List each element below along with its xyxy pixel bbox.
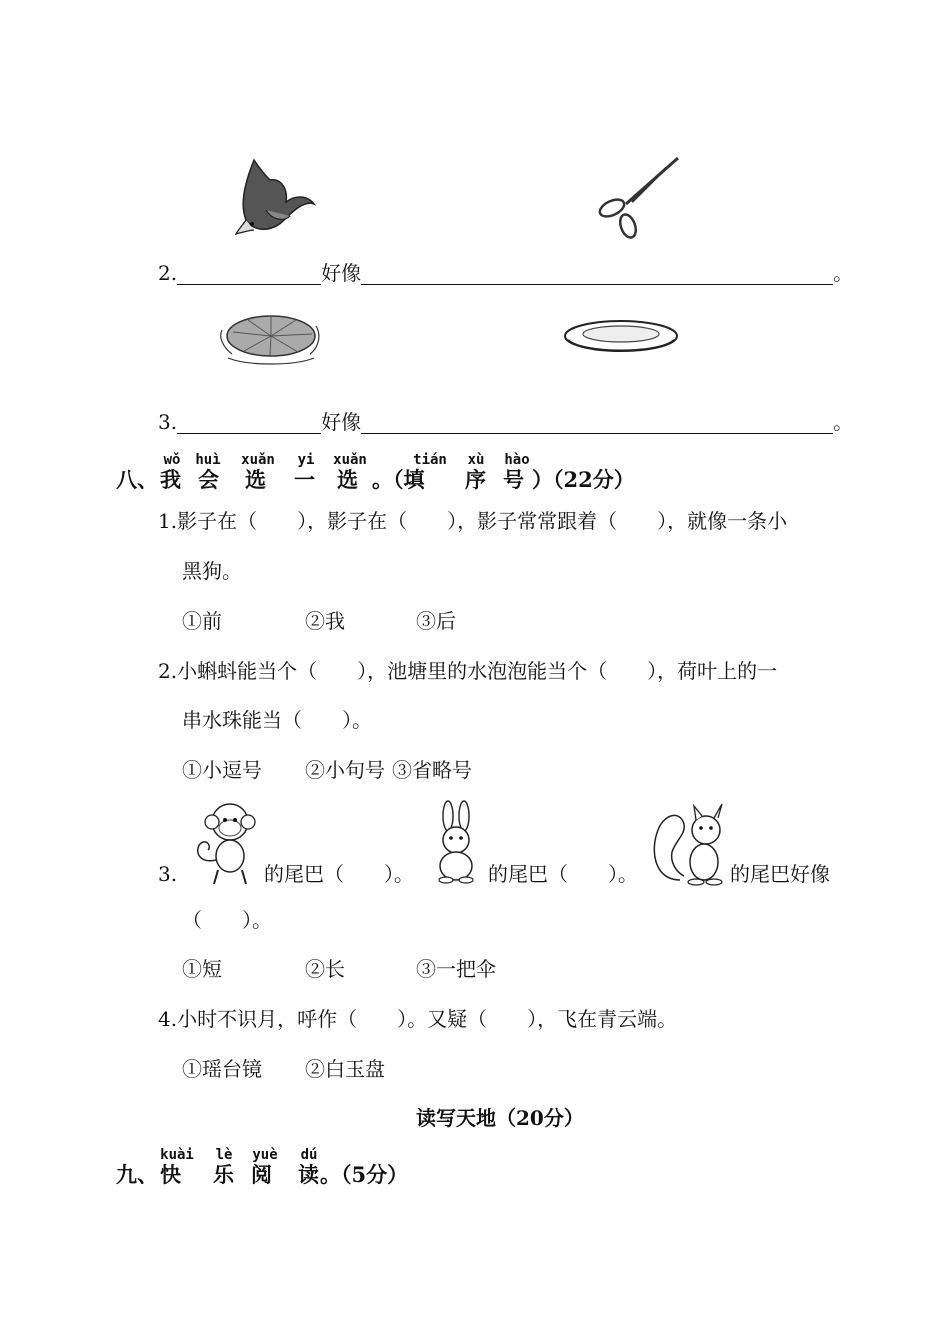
option[interactable]: ①小逗号 <box>182 758 262 782</box>
question-number: 3. <box>158 410 178 434</box>
option[interactable]: ③后 <box>416 609 456 633</box>
pinyin: xù <box>467 452 485 468</box>
pinyin: huì <box>195 452 221 468</box>
option[interactable]: ②小句号 <box>305 758 385 782</box>
question-3-part-3: 的尾巴好像 <box>730 862 830 886</box>
reading-section-title: 读写天地（20分） <box>416 1106 584 1130</box>
heading-char: 我 <box>160 467 181 492</box>
heading-char: 号 <box>503 467 524 492</box>
question-3-part-2: 的尾巴（ ）。 <box>488 862 638 886</box>
option[interactable]: ③一把伞 <box>416 957 496 981</box>
question-4-line-1: 4.小时不识月，呼作（ ）。又疑（ ），飞在青云端。 <box>158 1007 678 1031</box>
rabbit-image <box>426 800 486 886</box>
pinyin: lè <box>215 1147 233 1163</box>
question-2-line-1: 2.小蝌蚪能当个（ ），池塘里的水泡泡能当个（ ），荷叶上的一 <box>158 659 778 683</box>
section-number: 八、 <box>116 467 158 492</box>
heading-char: 。（填 <box>372 467 425 492</box>
heading-char: 选 <box>337 467 358 492</box>
answer-blank[interactable] <box>361 262 833 285</box>
pinyin: yi <box>297 452 315 468</box>
pinyin: xuǎn <box>241 452 275 468</box>
question-3-number: 3. <box>158 862 178 886</box>
option[interactable]: ①前 <box>182 609 222 633</box>
heading-char: 序 <box>465 467 486 492</box>
question-3-part-1: 的尾巴（ ）。 <box>264 862 414 886</box>
question-1-line-2: 黑狗。 <box>182 559 242 583</box>
option[interactable]: ③省略号 <box>392 758 472 782</box>
middle-text: 好像 <box>321 410 362 434</box>
swallow-image <box>232 150 322 242</box>
heading-char: 阅 <box>251 1162 272 1187</box>
section7-question-3 <box>158 410 853 434</box>
heading-char: 一 <box>294 467 315 492</box>
plate-image <box>562 318 680 358</box>
end-punctuation: 。 <box>833 261 854 285</box>
answer-blank[interactable] <box>361 411 833 434</box>
option[interactable]: ②长 <box>305 957 345 981</box>
heading-char: 乐 <box>213 1162 234 1187</box>
pinyin: dú <box>300 1147 318 1163</box>
end-punctuation: 。 <box>833 410 854 434</box>
option[interactable]: ①短 <box>182 957 222 981</box>
option[interactable]: ①瑶台镜 <box>182 1057 262 1081</box>
pinyin: hào <box>504 452 530 468</box>
section-number: 九、 <box>116 1162 158 1187</box>
answer-blank[interactable] <box>177 411 321 434</box>
heading-score: ）（22分） <box>532 467 635 492</box>
question-number: 2. <box>158 261 178 285</box>
section7-question-2 <box>158 261 853 285</box>
heading-char: 选 <box>245 467 266 492</box>
question-2-line-2: 串水珠能当（ ）。 <box>182 708 372 732</box>
pinyin: kuài <box>160 1147 194 1163</box>
heading-char: 读 <box>298 1162 319 1187</box>
option[interactable]: ②白玉盘 <box>305 1057 385 1081</box>
question-3-line-2: （ ）。 <box>182 908 272 932</box>
pinyin: wǒ <box>163 452 181 468</box>
scissors-image <box>596 154 682 240</box>
pinyin: tián <box>413 452 447 468</box>
heading-char: 会 <box>198 467 219 492</box>
heading-score: 。（5分） <box>320 1162 409 1187</box>
option[interactable]: ②我 <box>305 609 345 633</box>
pinyin: xuǎn <box>333 452 367 468</box>
heading-char: 快 <box>160 1162 181 1187</box>
lotus-leaf-image <box>218 308 324 366</box>
answer-blank[interactable] <box>177 262 321 285</box>
question-1-line-1: 1.影子在（ ），影子在（ ），影子常常跟着（ ），就像一条小 <box>158 509 788 533</box>
monkey-image <box>190 800 264 888</box>
pinyin: yuè <box>252 1147 278 1163</box>
squirrel-image <box>650 800 730 888</box>
middle-text: 好像 <box>321 261 362 285</box>
